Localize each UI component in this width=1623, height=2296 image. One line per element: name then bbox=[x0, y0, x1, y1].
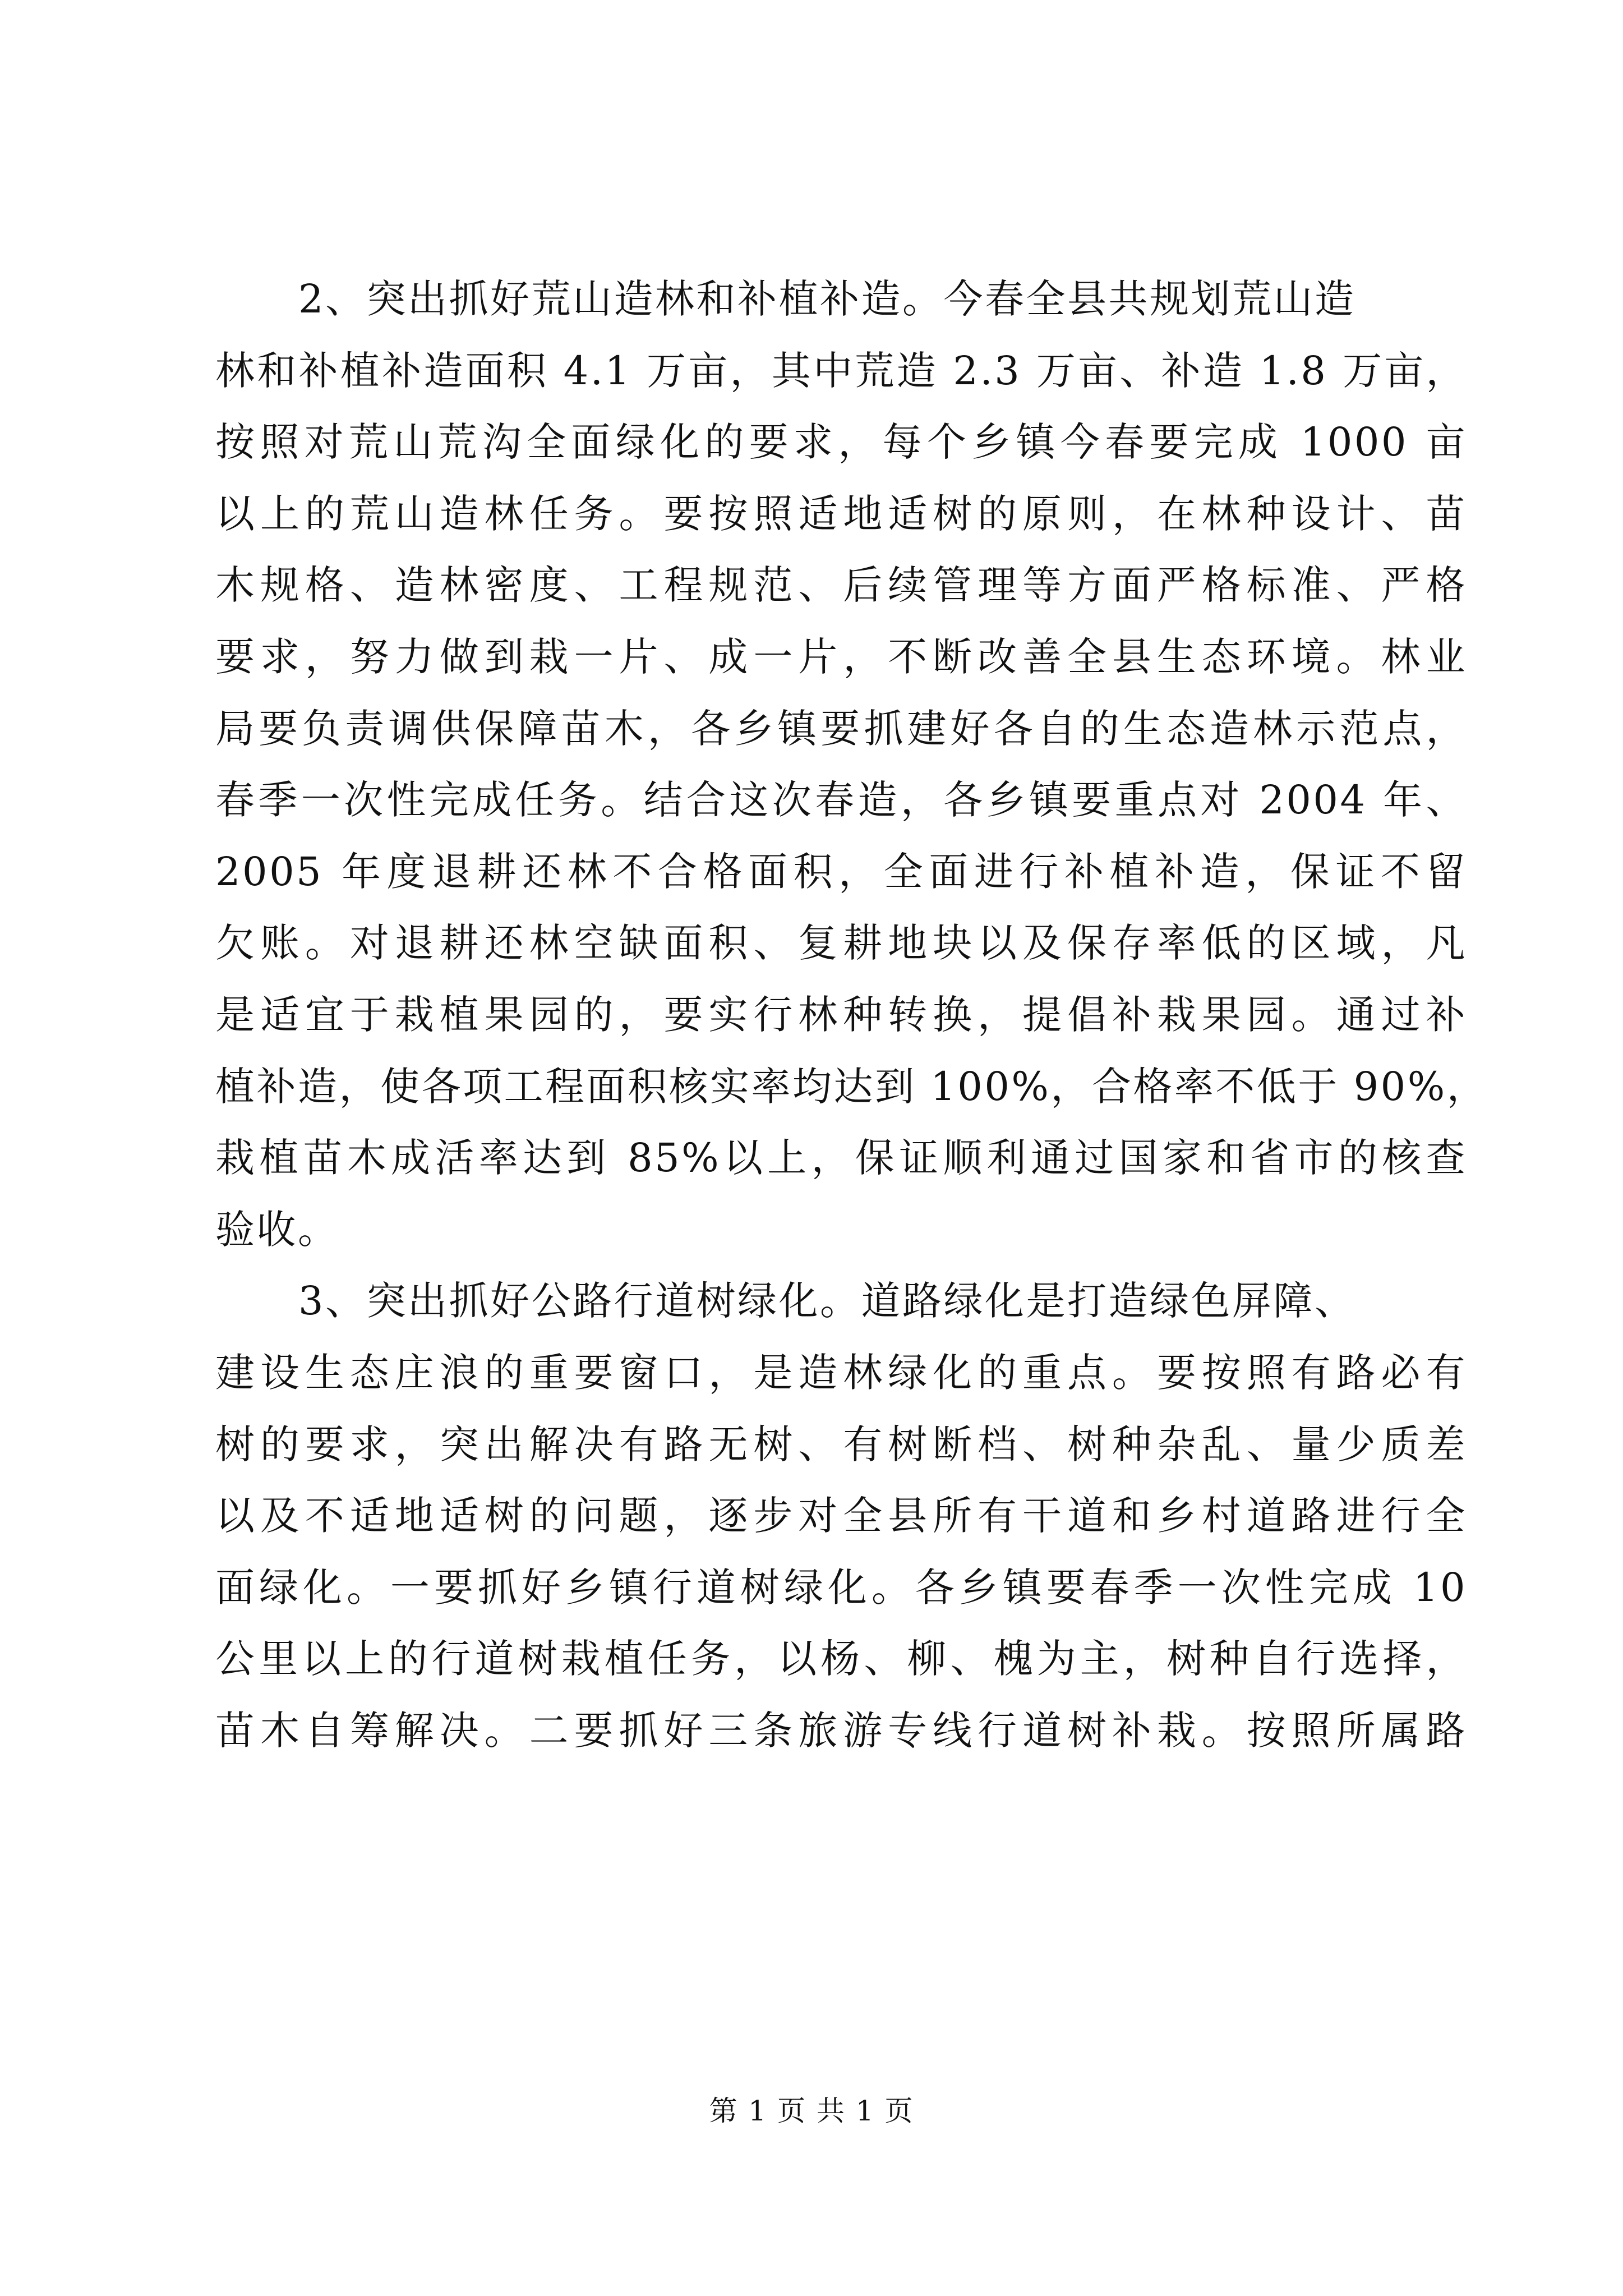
document-body bbox=[215, 264, 1488, 1766]
paragraph-2-line-10: 欠账。对退耕还林空缺面积、复耕地块以及保存率低的区域，凡 bbox=[215, 920, 1467, 967]
paragraph-3-line-2: 建设生态庄浪的重要窗口，是造林绿化的重点。要按照有路必有 bbox=[215, 1349, 1467, 1396]
paragraph-2-line-2: 林和补植补造面积 4.1 万亩，其中荒造 2.3 万亩、补造 1.8 万亩， bbox=[215, 347, 1467, 394]
paragraph-2-line-8: 春季一次性完成任务。结合这次春造，各乡镇要重点对 2004 年、 bbox=[215, 777, 1467, 823]
paragraph-2-line-5: 木规格、造林密度、工程规范、后续管理等方面严格标准、严格 bbox=[215, 562, 1467, 609]
paragraph-3-line-3: 树的要求，突出解决有路无树、有树断档、树种杂乱、量少质差 bbox=[215, 1421, 1467, 1467]
paragraph-3-line-6: 公里以上的行道树栽植任务，以杨、柳、槐为主，树种自行选择， bbox=[215, 1636, 1467, 1682]
paragraph-2-line-9: 2005 年度退耕还林不合格面积，全面进行补植补造，保证不留 bbox=[215, 848, 1467, 895]
page-number-footer: 第 1 页 共 1 页 bbox=[709, 2095, 914, 2127]
paragraph-2-line-1: 2、突出抓好荒山造林和补植补造。今春全县共规划荒山造 bbox=[298, 276, 1356, 322]
paragraph-2-line-7: 局要负责调供保障苗木，各乡镇要抓建好各自的生态造林示范点， bbox=[215, 705, 1467, 752]
paragraph-3-line-7: 苗木自筹解决。二要抓好三条旅游专线行道树补栽。按照所属路 bbox=[215, 1707, 1467, 1754]
paragraph-2-line-4: 以上的荒山造林任务。要按照适地适树的原则，在林种设计、苗 bbox=[215, 490, 1467, 537]
paragraph-2-line-11: 是适宜于栽植果园的，要实行林种转换，提倡补栽果园。通过补 bbox=[215, 991, 1467, 1038]
paragraph-2-line-3: 按照对荒山荒沟全面绿化的要求，每个乡镇今春要完成 1000 亩 bbox=[215, 419, 1467, 466]
paragraph-3-line-1: 3、突出抓好公路行道树绿化。道路绿化是打造绿色屏障、 bbox=[298, 1278, 1356, 1324]
paragraph-2-line-12: 植补造，使各项工程面积核实率均达到 100%，合格率不低于 90%， bbox=[215, 1063, 1488, 1110]
paragraph-3-line-4: 以及不适地适树的问题，逐步对全县所有干道和乡村道路进行全 bbox=[215, 1493, 1467, 1539]
paragraph-3-line-5: 面绿化。一要抓好乡镇行道树绿化。各乡镇要春季一次性完成 10 bbox=[215, 1564, 1467, 1611]
paragraph-2-line-6: 要求，努力做到栽一片、成一片，不断改善全县生态环境。林业 bbox=[215, 633, 1467, 680]
paragraph-2-line-14: 验收。 bbox=[215, 1206, 339, 1253]
paragraph-2-line-13: 栽植苗木成活率达到 85%以上，保证顺利通过国家和省市的核查 bbox=[215, 1135, 1467, 1181]
